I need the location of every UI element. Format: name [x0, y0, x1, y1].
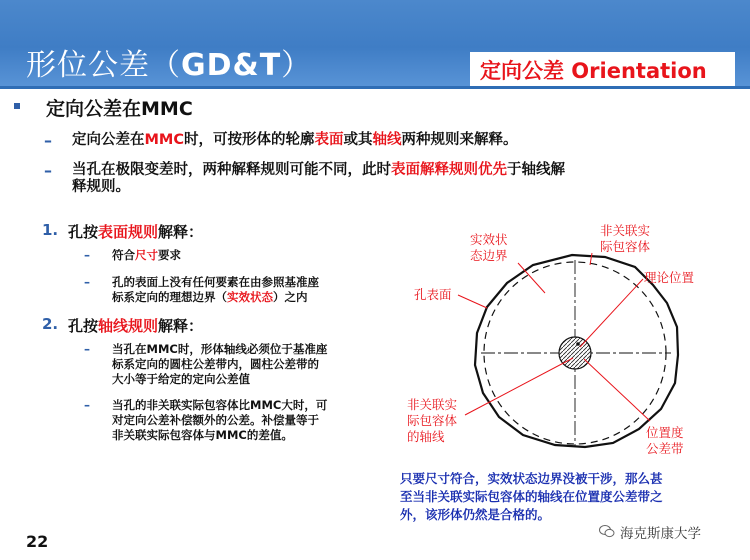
title-en: GD&T: [181, 48, 282, 83]
slide-title: [26, 40, 312, 84]
rule-2-number: 2.: [42, 315, 59, 333]
label-envelope-axis: 非关联实 际包容体 的轴线: [407, 397, 458, 444]
label-hole-surface: 孔表面: [414, 287, 452, 302]
label-virtual-condition: 实效状 态边界: [470, 232, 508, 263]
rule-1-heading: 孔按表面规则解释：: [68, 223, 204, 241]
watermark-text: 海克斯康大学: [620, 526, 701, 542]
label-position-zone: 位置度 公差带: [646, 425, 684, 456]
rule-2-item-1: 当孔在MMC时，形体轴线必须位于基准座 标系定向的圆柱公差带内，圆柱公差带的 大小等于给定的定向公差值: [112, 342, 328, 386]
rule-2-heading: 孔按轴线规则解释：: [68, 317, 204, 335]
dash-item-2: 当孔在极限变差时，两种解释规则可能不同，此时表面解释规则优先于轴线解 释规则。: [72, 162, 565, 195]
title-cn: 形位公差（: [26, 48, 181, 83]
dash-item-1: 定向公差在MMC时，可按形体的轮廓表面或其轴线两种规则来解释。: [72, 132, 518, 148]
bullet-square-icon: [14, 103, 20, 109]
orientation-label: 定向公差 Orientation: [480, 59, 707, 83]
dash-icon: –: [44, 161, 52, 180]
dash-icon: –: [84, 275, 90, 289]
label-theoretical-position: 理论位置: [644, 270, 695, 285]
dash-icon: –: [84, 248, 90, 262]
main-bullet-heading: 定向公差在MMC: [46, 98, 193, 120]
explanation-note: 只要尺寸符合，实效状态边界没被干涉，那么甚 至当非关联实际包容体的轴线在位置度公差带之 外，该形体仍然是合格的。: [400, 471, 663, 522]
rule-2-item-2: 当孔的非关联实际包容体比MMC大时，可 对定向公差补偿额外的公差。补偿量等于 非关联实际包容体与MMC的差值。: [112, 398, 328, 442]
rule-1-number: 1.: [42, 221, 59, 239]
title-close: ）: [281, 48, 313, 83]
rule-1-item-1: 符合尺寸要求: [112, 248, 181, 262]
label-unrelated-envelope: 非关联实 际包容体: [600, 223, 651, 254]
header-divider: [0, 86, 750, 89]
wechat-icon: [599, 524, 615, 538]
dash-icon: –: [84, 342, 90, 356]
dash-icon: –: [44, 131, 52, 150]
dash-icon: –: [84, 398, 90, 412]
page-number: 22: [26, 532, 49, 551]
position-tolerance-zone: [559, 337, 591, 369]
rule-1-item-2: 孔的表面上没有任何要素在由参照基准座 标系定向的理想边界（实效状态）之内: [112, 275, 319, 304]
